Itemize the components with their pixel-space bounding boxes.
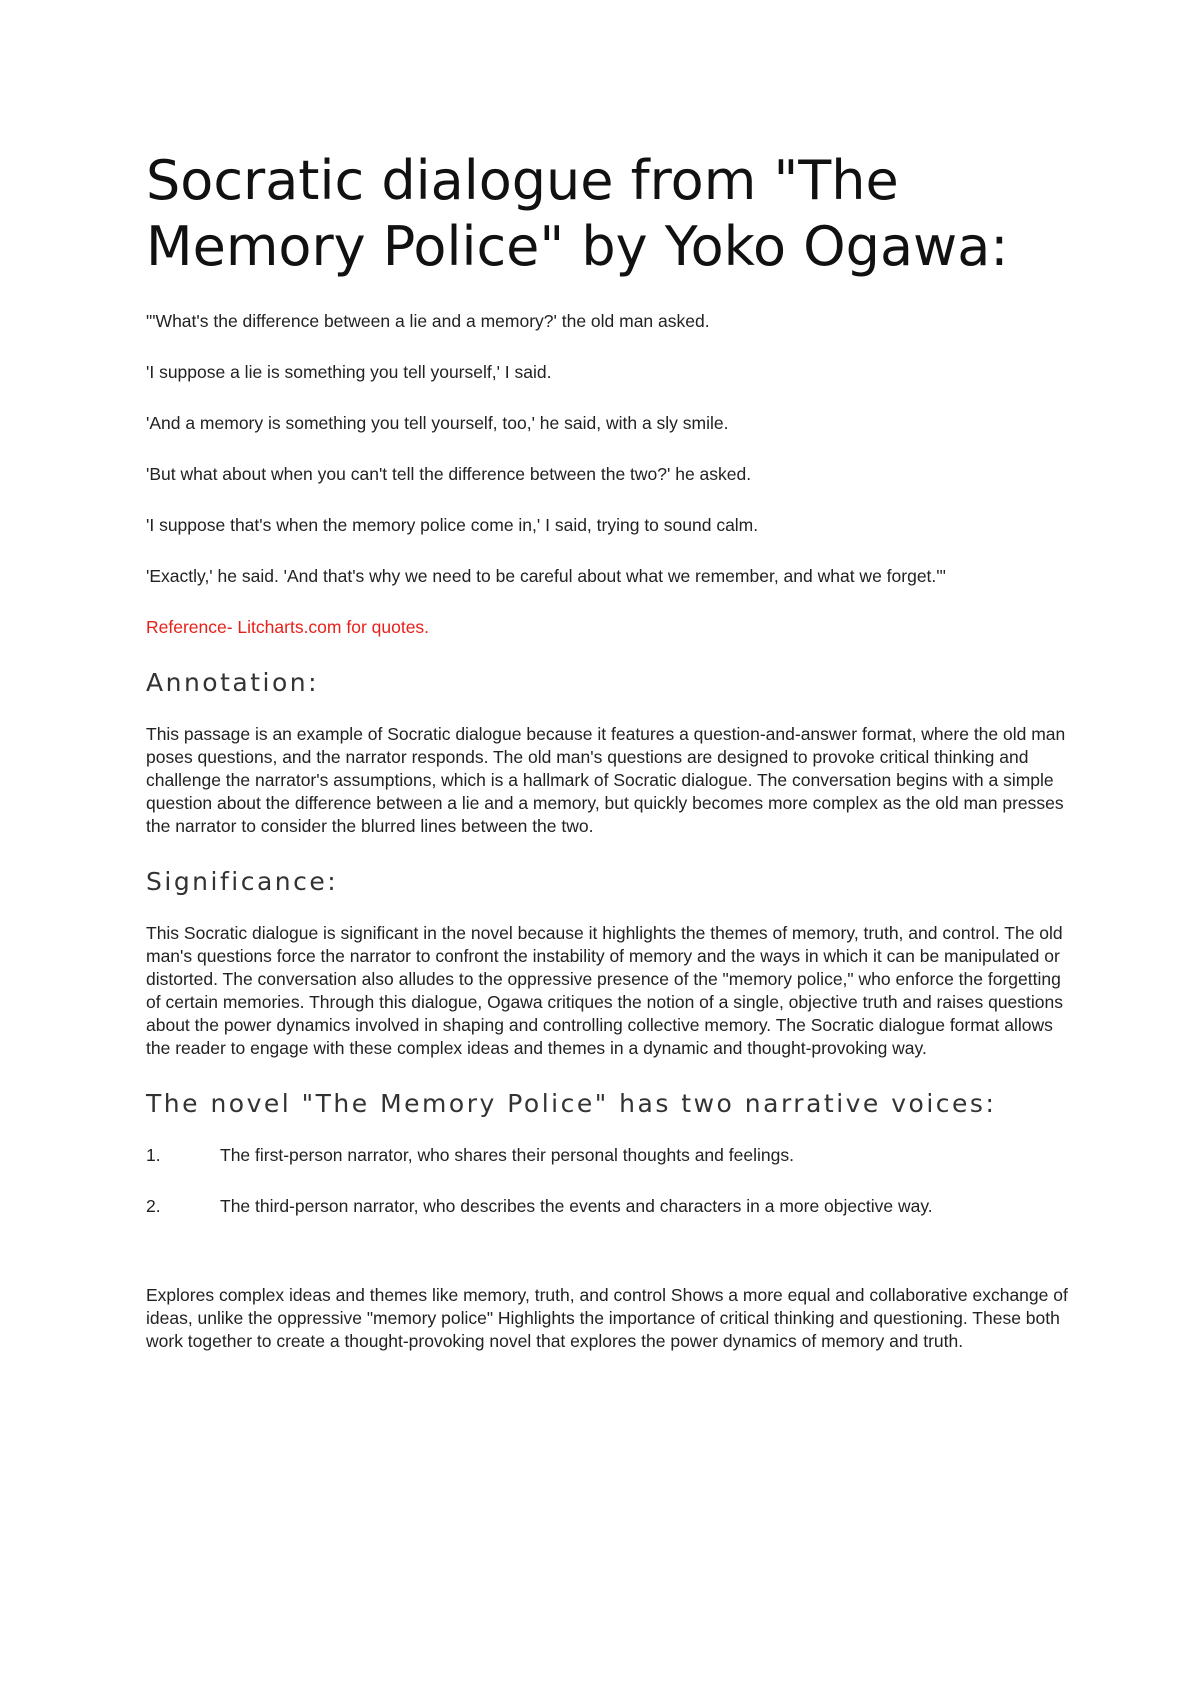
list-item	[146, 1195, 1076, 1218]
document-title: Socratic dialogue from "The Memory Police" by Yoko Ogawa:	[146, 149, 1009, 278]
dialogue-line: 'I suppose a lie is something you tell yourself,' I said.	[146, 362, 552, 382]
closing-paragraph: Explores complex ideas and themes like memory, truth, and control Shows a more equal and collaborative exchange of ideas, unlike the oppressive "memory police" Highlights the importance of critical thinking and questioning. These both work together to create a thought-provoking novel that explores the power dynamics of memory and truth.	[146, 1285, 1068, 1351]
dialogue-line: 'I suppose that's when the memory police come in,' I said, trying to sound calm.	[146, 515, 759, 535]
document-page	[146, 148, 1076, 1381]
list-item-text: The first-person narrator, who shares their personal thoughts and feelings.	[220, 1145, 794, 1165]
list-item-number: 2.	[146, 1196, 161, 1216]
dialogue-line: 'Exactly,' he said. 'And that's why we need to be careful about what we remember, and what we forget.'"	[146, 566, 946, 586]
list-item	[146, 1144, 1076, 1167]
list-item-text: The third-person narrator, who describes the events and characters in a more objective way.	[220, 1196, 933, 1216]
dialogue-line: 'And a memory is something you tell yourself, too,' he said, with a sly smile.	[146, 413, 729, 433]
significance-heading: Significance:	[146, 867, 339, 896]
dialogue-line: 'But what about when you can't tell the difference between the two?' he asked.	[146, 464, 752, 484]
narrative-voices-heading: The novel "The Memory Police" has two narrative voices:	[146, 1089, 997, 1118]
reference-note: Reference- Litcharts.com for quotes.	[146, 617, 430, 637]
significance-text: This Socratic dialogue is significant in the novel because it highlights the themes of memory, truth, and control. The old man's questions force the narrator to confront the instability of memory and the ways in which it can be manipulated or distorted. The conversation also alludes to the oppressive presence of the "memory police," who enforce the forgetting of certain memories. Through this dialogue, Ogawa critiques the notion of a single, objective truth and raises questions about the power dynamics involved in shaping and controlling collective memory. The Socratic dialogue format allows the reader to engage with these complex ideas and themes in a dynamic and thought-provoking way.	[146, 923, 1063, 1058]
dialogue-section	[146, 310, 1076, 588]
list-item-number: 1.	[146, 1145, 161, 1165]
annotation-heading: Annotation:	[146, 668, 320, 697]
annotation-text: This passage is an example of Socratic dialogue because it features a question-and-answer format, where the old man poses questions, and the narrator responds. The old man's questions are designed to provoke critical thinking and challenge the narrator's assumptions, which is a hallmark of Socratic dialogue. The conversation begins with a simple question about the difference between a lie and a memory, but quickly becomes more complex as the old man presses the narrator to consider the blurred lines between the two.	[146, 724, 1066, 836]
narrative-voices-list	[146, 1144, 1076, 1218]
dialogue-line: "'What's the difference between a lie and a memory?' the old man asked.	[146, 311, 710, 331]
